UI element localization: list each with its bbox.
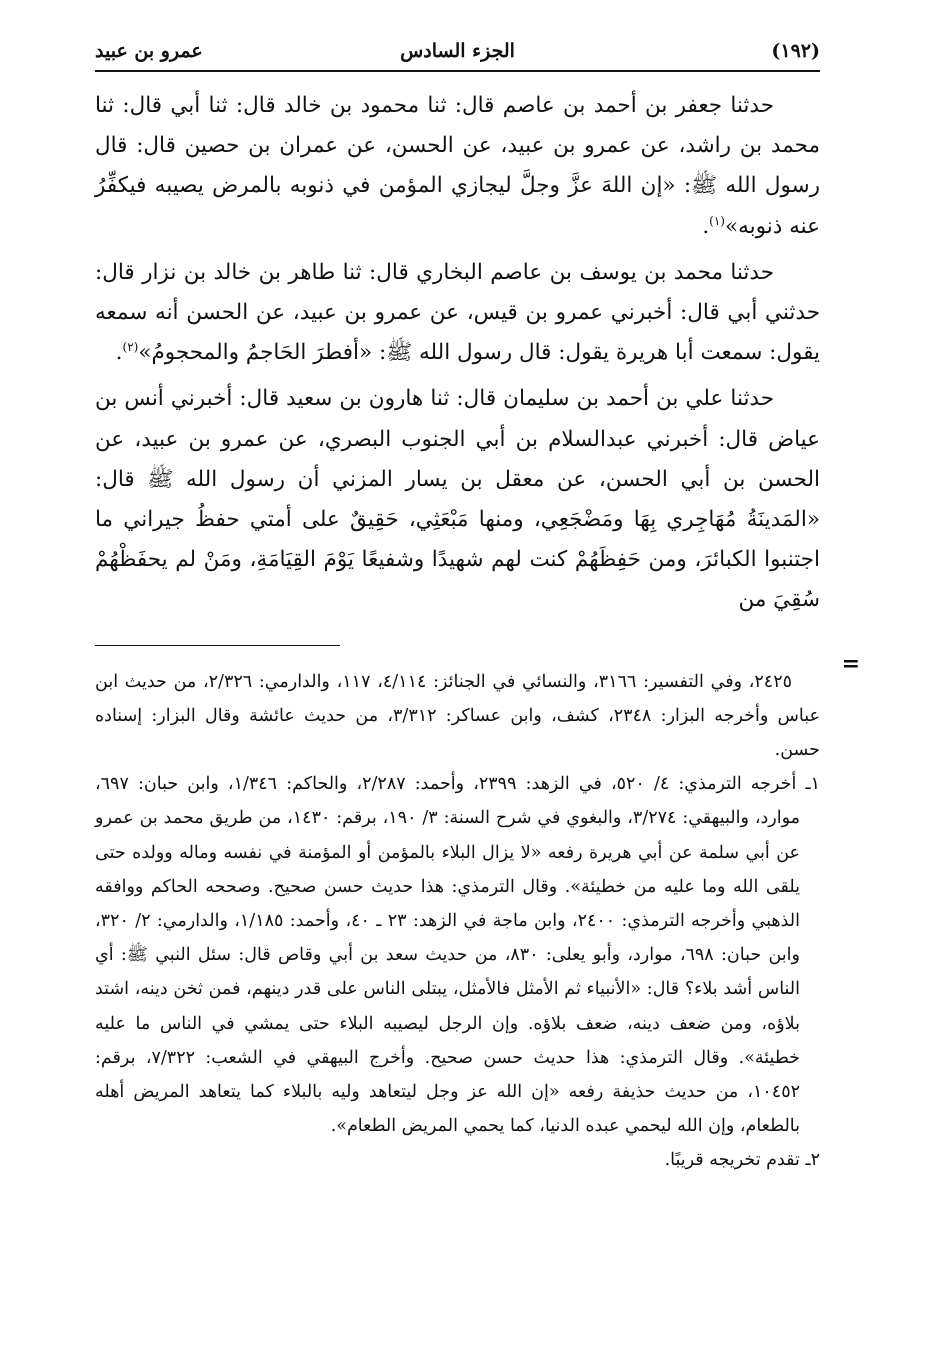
continuation-mark: = [841,650,860,677]
paragraph-text: حدثنا علي بن أحمد بن سليمان قال: ثنا هارون بن سعيد قال: أخبرني أنس بن عياض قال: أخبرني عبدالسلام بن أبي الجنوب البصري، عن عمرو بن عبيد، عن الحسن بن أبي الحسن، عن معقل بن يسار المزني أن رسول الله ﷺ قال: «المَدينَةُ مُهَاجِري بِهَا ومَضْجَعِي، ومنها مَبْعَثِي، حَقِيقٌ على أمتي حفظُ جيراني ما اجتنبوا الكبائرَ، ومن حَفِظَهُمْ كنت لهم شهيدًا وشفيعًا يَوْمَ القِيَامَةِ، ومَنْ لم يحفَظْهُمْ سُقِيَ من [95,386,820,613]
footnote-separator-row [95,631,860,677]
footnote-separator [95,645,340,646]
hadith-paragraph: حدثنا محمد بن يوسف بن عاصم البخاري قال: ثنا طاهر بن خالد بن نزار قال: حدثني أبي قال: أخبرني عمرو بن قيس، عن عمرو بن عبيد، عن الحسن أنه سمعه يقول: سمعت أبا هريرة يقول: قال رسول الله ﷺ: «أفطرَ الحَاجمُ والمحجومُ»$^{(٢)}$. [95,259,820,366]
paragraph-text: حدثنا محمد بن يوسف بن عاصم البخاري قال: ثنا طاهر بن خالد بن نزار قال: حدثني أبي قال: أخبرني عمرو بن قيس، عن عمرو بن عبيد، عن الحسن أنه سمعه يقول: سمعت أبا هريرة يقول: قال رسول الله ﷺ: «أفطرَ الحَاجمُ والمحجومُ» [95,259,820,366]
part-title: الجزء السادس [400,40,515,62]
footnote-marker: (١) [709,213,725,228]
footnote-2: ٢ـ تقدم تخريجه قريبًا. [664,1150,820,1171]
page [95,30,860,1340]
footnote-continuation: ٢٤٢٥، وفي التفسير: ٣١٦٦، والنسائي في الجنائز: ٤/١١٤، ١١٧، والدارمي: ٢/٣٢٦، من حديث ابن عباس وأخرجه البزار: ٢٣٤٨، كشف، وابن عساكر: ٣/٣١٢، من حديث عائشة وقال البزار: إسناده حسن. [95,671,820,761]
page-number: (١٩٢) [771,40,820,62]
paragraph-text: حدثنا جعفر بن أحمد بن عاصم قال: ثنا محمود بن خالد قال: ثنا أبي قال: ثنا محمد بن راشد، عن عمرو بن عبيد، عن الحسن، عن عمران بن حصين قال: قال رسول الله ﷺ: «إن اللهَ عزَّ وجلَّ ليجازي المؤمن في ذنوبه بالمرض يصيبه فيكفِّرُ عنه ذنوبه» [95,93,820,239]
main-text [95,86,820,621]
running-title: عمرو بن عبيد [95,40,203,62]
hadith-paragraph: حدثنا جعفر بن أحمد بن عاصم قال: ثنا محمود بن خالد قال: ثنا أبي قال: ثنا محمد بن راشد، عن عمرو بن عبيد، عن الحسن، عن عمران بن حصين قال: قال رسول الله ﷺ: «إن اللهَ عزَّ وجلَّ ليجازي المؤمن في ذنوبه بالمرض يصيبه فيكفِّرُ عنه ذنوبه»$^{(١)}$. [95,93,820,239]
page-header [95,30,820,72]
hadith-paragraph [95,379,820,620]
footnotes [95,665,820,1178]
footnote-1: ١ـ أخرجه الترمذي: ٤/ ٥٢٠، في الزهد: ٢٣٩٩، وأحمد: ٢/٢٨٧، والحاكم: ١/٣٤٦، وابن حبان: ٦٩٧، موارد، والبيهقي: ٣/٢٧٤، والبغوي في شرح السنة: ٣/ ١٩٠، برقم: ١٤٣٠، من طريق محمد بن عمرو عن أبي سلمة عن أبي هريرة رفعه «لا يزال البلاء بالمؤمن أو المؤمنة في نفسه وماله وولده حتى يلقى الله وما عليه من خطيئة». وقال الترمذي: هذا حديث حسن صحيح. وصححه الحاكم ووافقه الذهبي وأخرجه الترمذي: ٢٤٠٠، وابن ماجة في الزهد: ٢٣ ـ ٤٠، وأحمد: ١/١٨٥، والدارمي: ٢/ ٣٢٠، وابن حبان: ٦٩٨، موارد، وأبو يعلى: ٨٣٠، من حديث سعد بن أبي وقاص قال: سئل النبي ﷺ: أي الناس أشد بلاء؟ قال: «الأنبياء ثم الأمثل فالأمثل، يبتلى الناس على قدر دينهم، فمن ثخن دينه، اشتد بلاؤه، ومن ضعف دينه، ضعف بلاؤه. وإن الرجل ليصيبه البلاء حتى يمشي في الناس ما عليه خطيئة». وقال الترمذي: هذا حديث حسن صحيح. وأخرج البيهقي في الشعب: ٧/٣٢٢، برقم: ١٠٤٥٢، من حديث حذيفة رفعه «إن الله عز وجل ليتعاهد وليه بالبلاء كما يتعاهد المريض أهله بالطعام، وإن الله ليحمي عبده الدنيا، كما يحمي المريض الطعام». [95,774,820,1137]
footnote-marker: (٢) [122,340,139,355]
